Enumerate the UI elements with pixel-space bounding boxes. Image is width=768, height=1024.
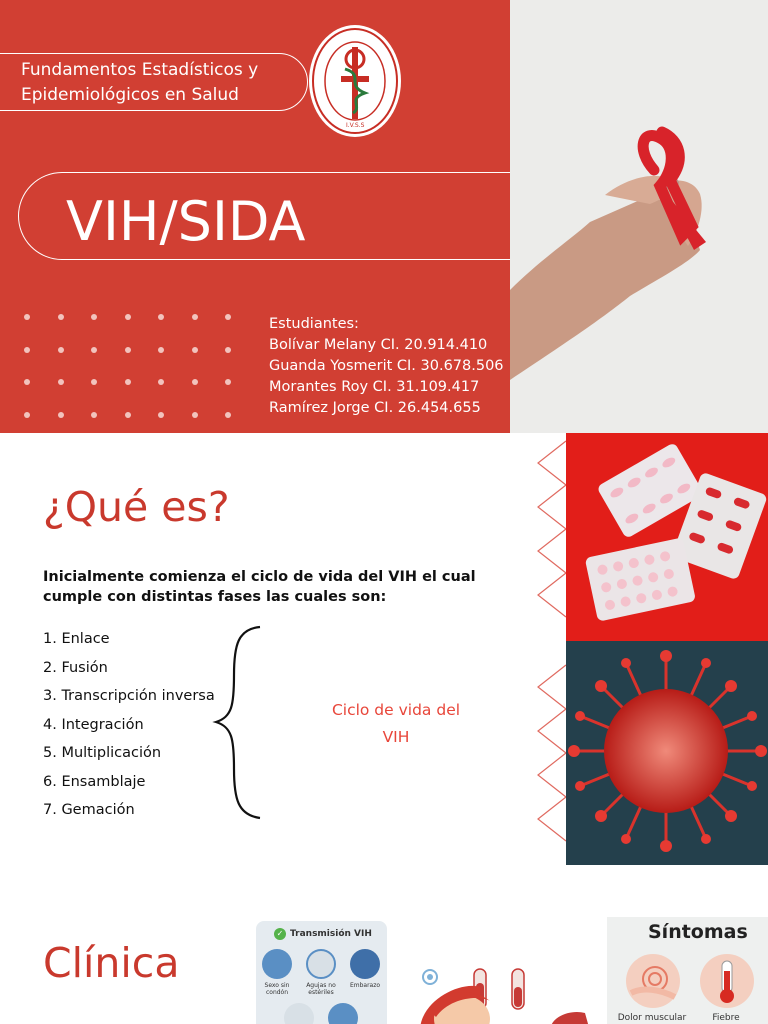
- institution-seal-logo: [307, 23, 403, 139]
- phase-item: 1. Enlace: [43, 631, 110, 647]
- transmission-item-label: Embarazo: [349, 982, 381, 989]
- student-name: Morantes Roy CI. 31.109.417: [269, 379, 480, 395]
- what-is-slide: [0, 433, 768, 865]
- phase-item: 5. Multiplicación: [43, 745, 162, 761]
- course-title-line-2: Epidemiológicos en Salud: [21, 85, 239, 105]
- decorative-dot: [225, 412, 231, 418]
- decorative-dot: [192, 347, 198, 353]
- patient-illustration: [400, 961, 600, 1024]
- phase-item: 3. Transcripción inversa: [43, 688, 215, 704]
- pregnancy-icon: [350, 949, 380, 979]
- check-icon: ✓: [274, 928, 286, 940]
- phase-item: 6. Ensamblaje: [43, 773, 146, 790]
- clinical-slide: [0, 865, 768, 1024]
- decorative-dot: [58, 379, 64, 385]
- phase-item: 7. Gemación: [43, 802, 135, 818]
- decorative-dot: [158, 314, 164, 320]
- lifecycle-phase-list: [43, 625, 215, 825]
- decorative-dot: [125, 314, 131, 320]
- muscle-pain-icon: [625, 953, 681, 1009]
- decorative-dot: [225, 379, 231, 385]
- section-title-clinica: Clínica: [43, 939, 180, 987]
- decorative-dot: [192, 379, 198, 385]
- organ-icon: [328, 1003, 358, 1024]
- decorative-dot: [225, 314, 231, 320]
- decorative-dot: [58, 314, 64, 320]
- decorative-dot: [158, 412, 164, 418]
- phase-item: 4. Integración: [43, 716, 144, 733]
- decorative-dot: [24, 379, 30, 385]
- decorative-dot: [24, 347, 30, 353]
- decorative-dot: [225, 347, 231, 353]
- decorative-dot: [91, 314, 97, 320]
- blood-bag-icon: [284, 1003, 314, 1024]
- course-title: [21, 58, 258, 108]
- decorative-dot: [91, 379, 97, 385]
- phase-item: 2. Fusión: [43, 659, 108, 676]
- lifecycle-label-line-1: Ciclo de vida del: [331, 701, 461, 719]
- decorative-dot: [125, 347, 131, 353]
- svg-text:I.V.S.S: I.V.S.S: [346, 122, 365, 129]
- course-title-line-1: Fundamentos Estadísticos y: [21, 60, 259, 80]
- thermometer-icon: [699, 953, 755, 1009]
- intro-paragraph: Inicialmente comienza el ciclo de vida del VIH el cual cumple con distintas fases las cuales son:: [43, 569, 476, 605]
- decorative-dot: [125, 379, 131, 385]
- decorative-dot: [125, 412, 131, 418]
- decorative-dot-grid: [24, 314, 244, 426]
- decorative-dot: [24, 412, 30, 418]
- virus-illustration-photo: [566, 641, 768, 865]
- decorative-dot: [158, 379, 164, 385]
- decorative-dot: [58, 412, 64, 418]
- decorative-dot: [24, 314, 30, 320]
- decorative-dot: [158, 347, 164, 353]
- symptom-label: Dolor muscular: [617, 1013, 687, 1023]
- symptoms-title: Síntomas: [648, 921, 748, 943]
- decorative-dot: [58, 347, 64, 353]
- transmission-item-label: Agujas no estériles: [306, 982, 336, 996]
- section-title-que-es: ¿Qué es?: [43, 483, 230, 531]
- cover-slide: [0, 0, 768, 433]
- couple-icon: [262, 949, 292, 979]
- decorative-dot: [91, 347, 97, 353]
- decorative-dot: [192, 314, 198, 320]
- pill-blister-packs-photo: [566, 433, 768, 641]
- curly-brace-icon: [208, 625, 268, 820]
- symptoms-infographic: [607, 917, 768, 1024]
- student-name: Ramírez Jorge CI. 26.454.655: [269, 400, 481, 416]
- transmission-title: Transmisión VIH: [290, 929, 372, 939]
- transmission-infographic: [256, 921, 387, 1024]
- presentation-title: VIH/SIDA: [66, 190, 306, 253]
- syringe-icon: [306, 949, 336, 979]
- lifecycle-label: [306, 697, 486, 751]
- lifecycle-label-line-2: VIH: [382, 728, 410, 746]
- students-block: [269, 314, 504, 419]
- hand-red-ribbon-photo: [510, 0, 768, 433]
- student-name: Bolívar Melany CI. 20.914.410: [269, 337, 488, 353]
- student-name: Guanda Yosmerit CI. 30.678.506: [269, 358, 504, 374]
- symptom-label: Fiebre: [712, 1013, 740, 1023]
- decorative-dot: [91, 412, 97, 418]
- transmission-item-label: Sexo sin condón: [264, 982, 290, 996]
- students-heading: Estudiantes:: [269, 316, 359, 332]
- decorative-dot: [192, 412, 198, 418]
